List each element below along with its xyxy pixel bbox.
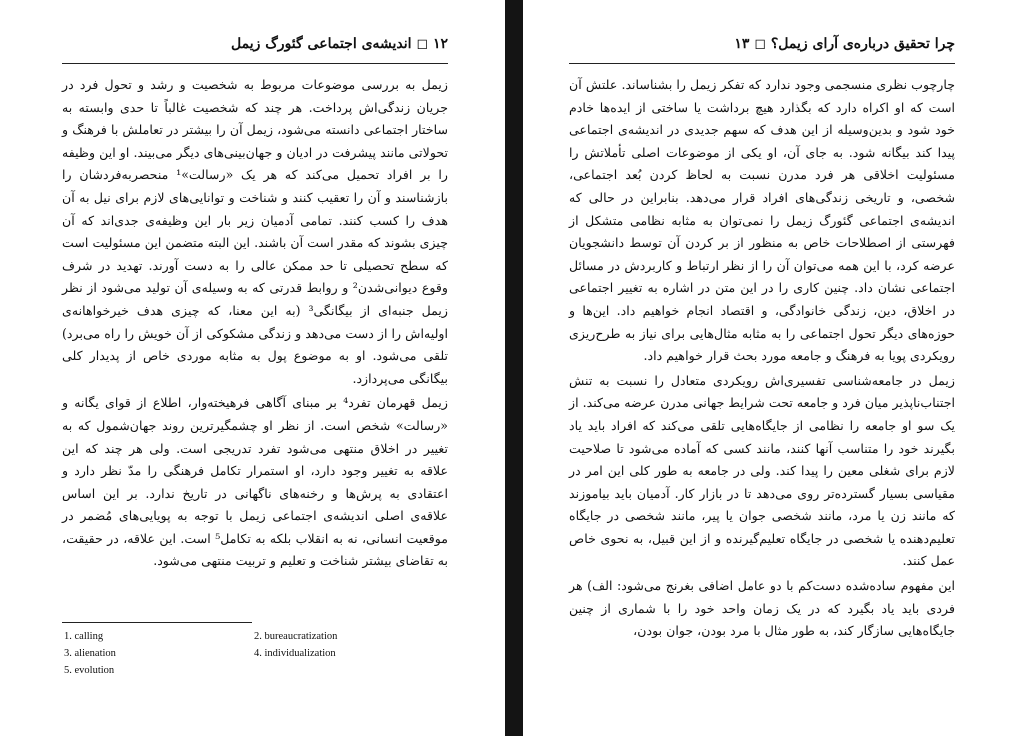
left-page-header: ۱۲ ◻ اندیشه‌ی اجتماعی گئورگ زیمل (231, 36, 448, 52)
left-page-body (62, 74, 448, 573)
right-paragraph-1: چارچوب نظری منسجمی وجود ندارد که تفکر زیمل را بشناساند. علتش آن است که او اکراه دارد که بگذارد هیچ برداشت یا ساختی از ایده‌ها خادم خود شود و بدین‌وسیله از این هدف که سهم جدیدی در اندیشه‌ی اجتماعی پیدا کند بیگانه شود. به جای آن، او یکی از موضوعات اصلی تأملاتش را مسئولیت اخلاقی هر فرد مدرن نسبت به لحاظ کردن بُعد اجتماعی، شخصی، و تاریخی زندگی‌های افراد قرار می‌دهد. بنابراین در حالی که اندیشه‌ی اجتماعی گئورگ زیمل را نمی‌توان به مثابه نظامی متشکل از فهرستی از اصطلاحات خاص به منظور از بر کردن آن توسط دانشجویان عرضه کرد، با این همه می‌توان آن را از نظر ارتباط و کاربردش در مسائل اجتماعی نشان داد. چنین کاری را در این متن در اشاره به تغییر اجتماعی در اخلاق، دین، زندگی خانوادگی، و اقتصاد انجام خواهیم داد. این‌ها و حوزه‌های دیگر تحول اجتماعی را به مثابه مثال‌هایی برای نیاز به طرح‌ریزی رویکردی پویا به فرهنگ و جامعه مورد بحث قرار خواهیم داد. (569, 77, 955, 364)
left-header-rule (62, 63, 448, 64)
right-page-body (569, 74, 955, 643)
footnote-rule (62, 622, 252, 623)
footnote-3: 3. alienation (64, 648, 116, 659)
footnotes (64, 628, 424, 679)
right-page-header: چرا تحقیق درباره‌ی آرای زیمل؟ ◻ ۱۳ (734, 36, 955, 52)
right-page (523, 0, 1024, 736)
left-page (0, 0, 505, 736)
book-gutter (505, 0, 523, 736)
left-paragraph-2: زیمل قهرمان تفرد⁴ بر مبنای آگاهی فرهیخته‌وار، اطلاع از قوای یگانه و «رسالت» شخص است. از نظر او چشمگیرترین روند جهان‌شمول که به تغییر در اخلاق منتهی می‌شود تفرد تدریجی است. ولی هر چند که این علاقه به تغییر وجود دارد، او استمرار تکامل فرهنگی را مدّ نظر دارد و اعتقادی به پرش‌ها و رخنه‌های ناگهانی در تاریخ ندارد. بر این اساس علاقه‌ی اصلی اندیشه‌ی اجتماعی زیمل با توجه به پویایی‌های مُضمر در موقعیت انسانی، نه به انقلاب بلکه به تکامل⁵ است. این علاقه، در حقیقت، به تقاضای بیشتر شناخت و تعلیم و تربیت منتهی می‌شود. (62, 395, 449, 569)
footnote-1: 1. calling (64, 631, 104, 642)
right-paragraph-3: این مفهوم ساده‌شده دست‌کم با دو عامل اضافی بغرنج می‌شود: الف) هر فردی باید یاد بگیرد که در یک زمان واحد خود را با شماری از چنین جایگاه‌هایی سازگار کند، به طور مثال با مرد بودن، جوان بودن، (569, 578, 955, 639)
left-paragraph-1: زیمل به بررسی موضوعات مربوط به شخصیت و رشد و تحول فرد در جریان زندگی‌اش پرداخت. هر چند که شخصیت غالباً تا حدی وابسته به ساختار اجتماعی دانسته می‌شود، زیمل آن را بیشتر در تعاملش با فرهنگ و تحولاتی مانند پیشرفت در ادیان و جهان‌بینی‌های دیگر می‌بیند. او این وظیفه را بر افراد تحمیل می‌کند که هر یک «رسالت»¹ منحصربه‌فردشان را بازشناسند و آن را تعقیب کنند و شناخت و توانایی‌های لازم برای نیل به آن هدف را کسب کنند. تمامی آدمیان زیر بار این وظیفه‌ی جدی‌اند که آن چیزی بشوند که مقدر است آن باشند. این البته متضمن این مسئولیت است که سطح تحصیلی تا حد ممکن عالی را به دست آورند. تهدید در شرف وقوع دیوانی‌شدن² و روابط قدرتی که به وسیله‌ی آن تولید می‌شود از نظر زیمل جنبه‌ای از بیگانگی³ (به این معنا، که چیزی هدف خیرخواهانه‌ی اولیه‌اش را از دست می‌دهد و زندگی مشکوکی از آن خویش را راه می‌برد) تلقی می‌شود. او به موضوع پول به مثابه موردی خاص از پدیدار کلی بیگانگی می‌پردازد. (62, 77, 449, 386)
footnote-2: 2. bureaucratization (254, 631, 338, 642)
right-paragraph-2: زیمل در جامعه‌شناسی تفسیری‌اش رویکردی متعادل را نسبت به تنش اجتناب‌ناپذیر میان فرد و جامعه تحت شرایط جهانی مدرن عرضه می‌کند. از یک سو او جامعه را نظامی از جایگاه‌هایی تلقی می‌کند که افراد باید یاد بگیرند خود را متناسب آنها کنند، مانند کسی که آماده می‌شود تا صلاحیت لازم برای شغلی معین را پیدا کند. ولی در جامعه به طور کلی این امر در مقیاسی بسیار گسترده‌تر روی می‌دهد تا در بازار کار. آدمیان باید بیاموزند که مانند زن یا مرد، مانند شخصی جوان یا پیر، مانند شخصی در جایگاه تعلیم‌دهنده یا شخصی در جایگاه تعلیم‌گیرنده و از این قبیل، به نحوی خاص عمل کنند. (569, 372, 955, 569)
footnote-4: 4. individualization (254, 648, 336, 659)
right-header-rule (569, 63, 955, 64)
footnote-5: 5. evolution (64, 665, 115, 676)
